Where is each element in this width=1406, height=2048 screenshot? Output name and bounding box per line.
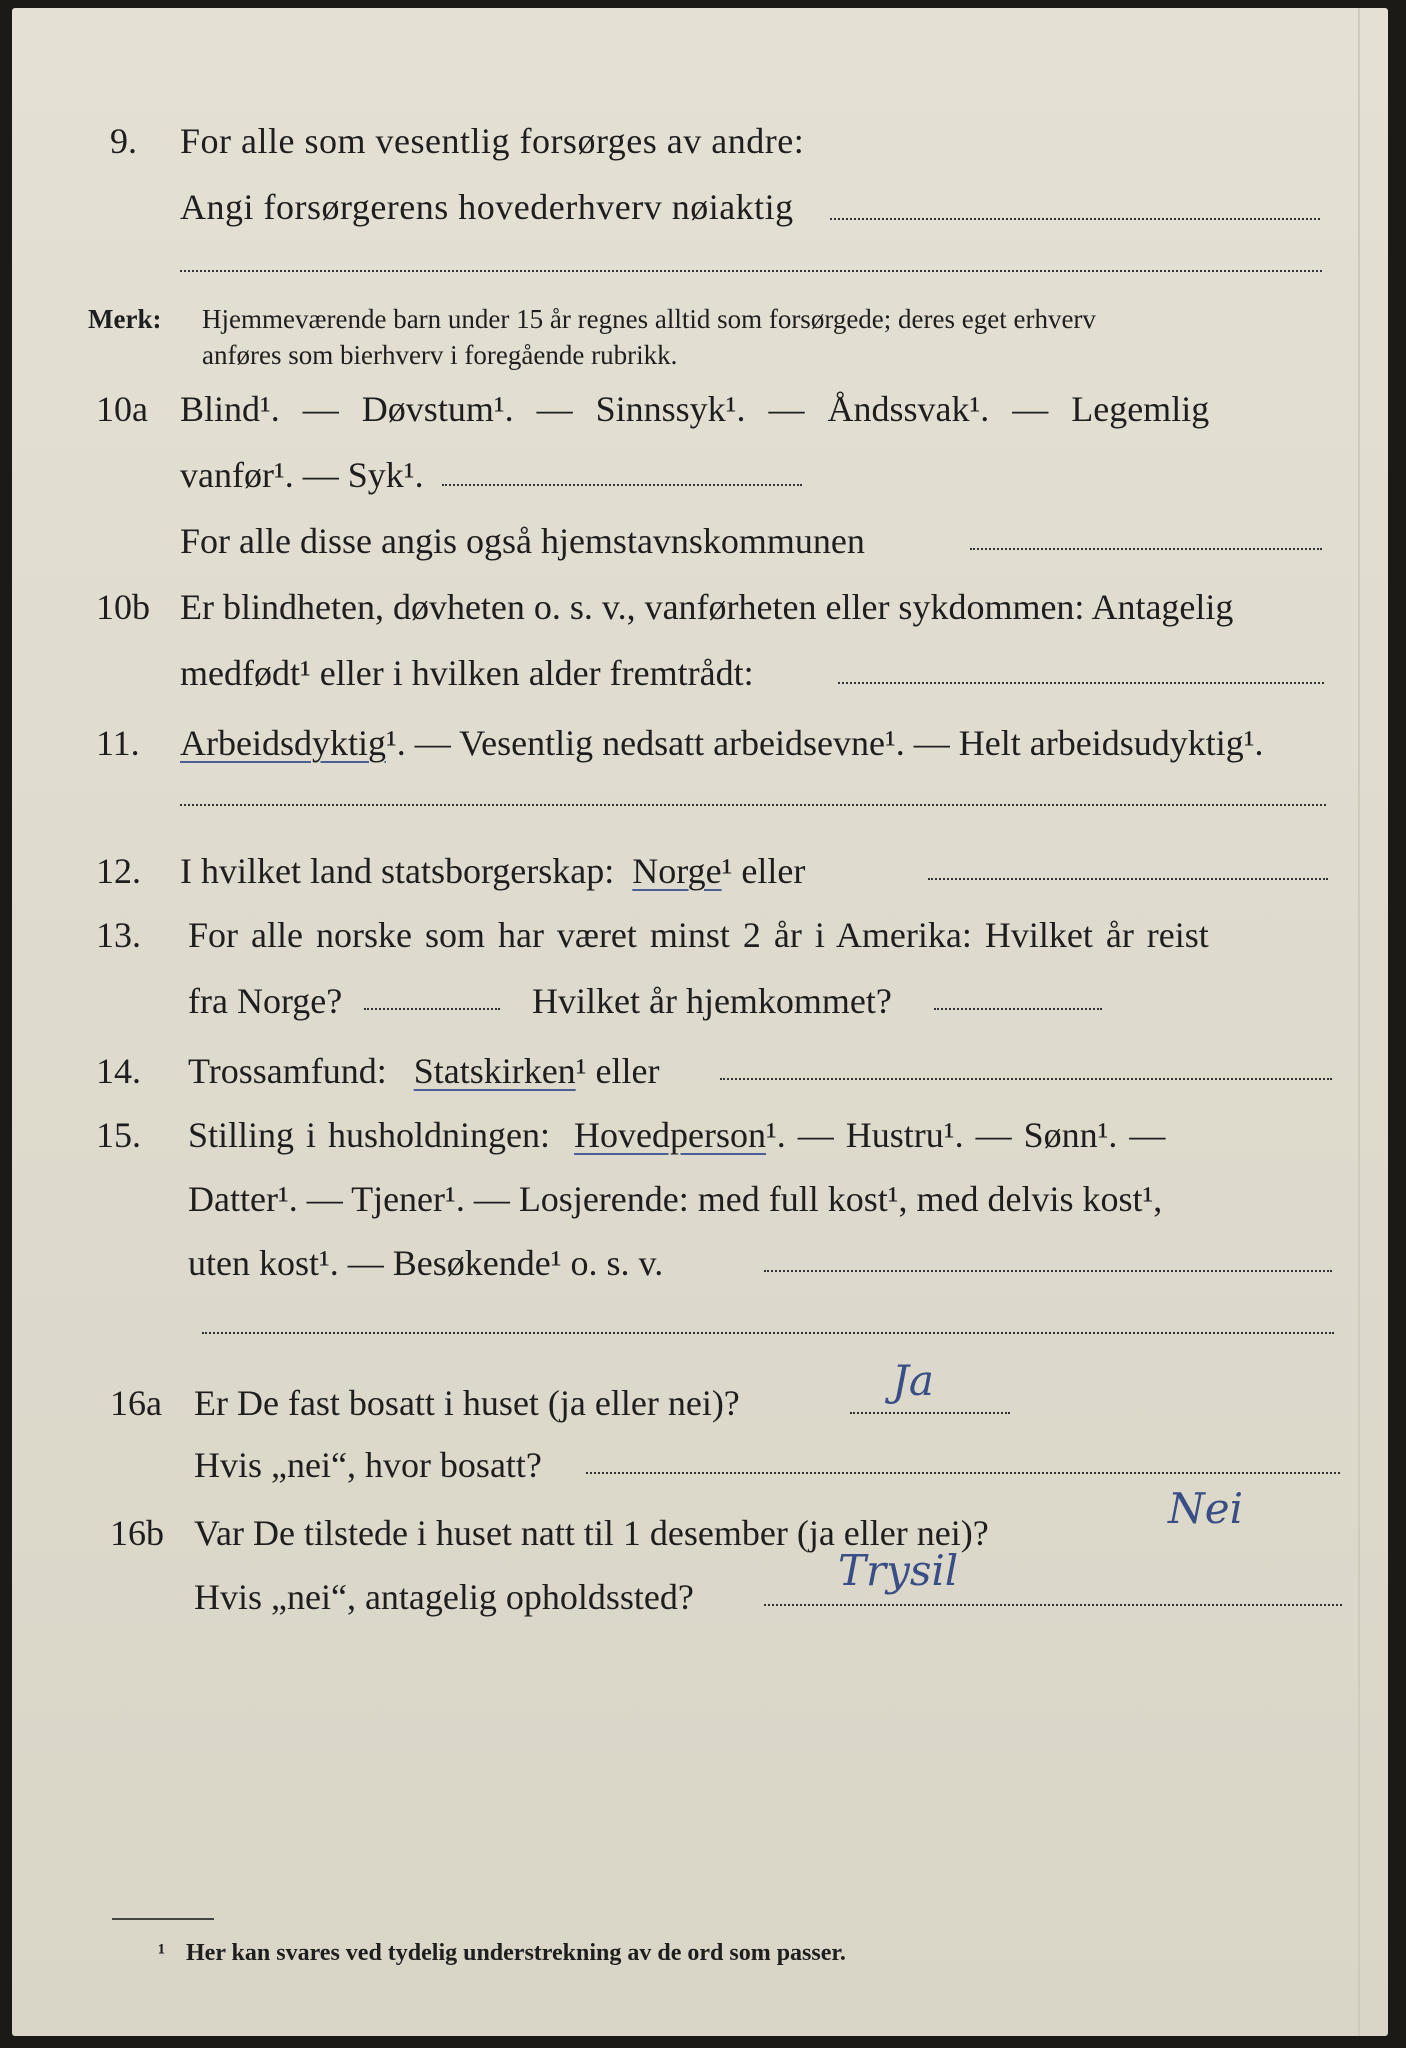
q16a-bosatt-line[interactable]: [586, 1472, 1340, 1474]
q14-number: 14.: [96, 1051, 141, 1091]
q15-line3: uten kost¹. — Besøkende¹ o. s. v.: [188, 1243, 664, 1283]
merk-label: Merk:: [88, 304, 162, 334]
q16b-handwritten-place: Trysil: [838, 1546, 959, 1595]
q15-line2: Datter¹. — Tjener¹. — Losjerende: med full kost¹, med delvis kost¹,: [188, 1179, 1163, 1219]
q12-text: [180, 850, 805, 892]
q14-text: [188, 1050, 659, 1092]
q16b-opholdssted-line[interactable]: [764, 1604, 1342, 1606]
q16a-line2: Hvis „nei“, hvor bosatt?: [194, 1445, 542, 1485]
q16a-line1: Er De fast bosatt i huset (ja eller nei)?: [194, 1383, 740, 1423]
q11-rest: ¹. — Vesentlig nedsatt arbeidsevne¹. — Helt arbeidsudyktig¹.: [385, 723, 1264, 763]
q10a-number: 10a: [96, 389, 148, 429]
q11-extra-line[interactable]: [180, 804, 1326, 806]
q11-number: 11.: [96, 723, 140, 763]
q15-rest: ¹. — Hustru¹. — Sønn¹. —: [765, 1115, 1166, 1155]
q13-fra-norge: fra Norge?: [188, 981, 343, 1021]
q10b-line2: medfødt¹ eller i hvilken alder fremtrådt:: [180, 653, 754, 693]
q14-answer-line[interactable]: [720, 1078, 1332, 1080]
q9-line1: For alle som vesentlig forsørges av andre:: [180, 121, 805, 161]
q10b-number: 10b: [96, 587, 150, 627]
q12-eller: ¹ eller: [721, 851, 806, 891]
merk-line2: anføres som bierhverv i foregående rubrikk.: [202, 340, 678, 370]
q12-number: 12.: [96, 851, 141, 891]
q10a-hjemstavn-line[interactable]: [970, 548, 1322, 550]
q10a-line2: vanfør¹. — Syk¹.: [180, 455, 424, 495]
q16a-answer-line[interactable]: [850, 1412, 1010, 1414]
q10a-answer-line[interactable]: [442, 484, 802, 486]
q13-reist-line[interactable]: [364, 1008, 500, 1010]
footnote-rule: [112, 1918, 214, 1920]
q16b-number: 16b: [110, 1513, 164, 1553]
q9-number: 9.: [110, 121, 137, 161]
q13-number: 13.: [96, 915, 141, 955]
q9-line2: Angi forsørgerens hovederhverv nøiaktig: [180, 187, 794, 227]
q10a-line3: For alle disse angis også hjemstavnskommunen: [180, 521, 865, 561]
q14-eller: ¹ eller: [575, 1051, 660, 1091]
q14-question: Trossamfund:: [188, 1051, 387, 1091]
q9-extra-line[interactable]: [180, 270, 1322, 272]
q12-answer-line[interactable]: [928, 878, 1328, 880]
q16a-number: 16a: [110, 1383, 162, 1423]
page-edge: [1358, 8, 1360, 2036]
q12-question: I hvilket land statsborgerskap:: [180, 851, 615, 891]
q15-number: 15.: [96, 1115, 141, 1155]
q16b-line1: Var De tilstede i huset natt til 1 desember (ja eller nei)?: [194, 1513, 989, 1553]
q16b-line2: Hvis „nei“, antagelig opholdssted?: [194, 1577, 694, 1617]
q16a-handwritten-answer: Ja: [892, 1356, 934, 1405]
q16b-handwritten-answer: Nei: [1168, 1484, 1244, 1533]
q11-text: [180, 722, 1264, 764]
q9-answer-line[interactable]: [830, 218, 1320, 220]
footnote-mark: ¹: [158, 1940, 166, 1966]
merk-line1: Hjemmeværende barn under 15 år regnes alltid som forsørgede; deres eget erhverv: [202, 304, 1096, 334]
q14-statskirken-underlined: Statskirken: [413, 1051, 576, 1091]
q13-line1: For alle norske som har været minst 2 år i Amerika: Hvilket år reist: [188, 915, 1209, 955]
footnote-text: Her kan svares ved tydelig understrekning av de ord som passer.: [186, 1940, 846, 1966]
q12-norge-underlined: Norge: [632, 851, 722, 891]
q15-hovedperson-underlined: Hovedperson: [574, 1115, 766, 1155]
q10a-line1: Blind¹. — Døvstum¹. — Sinnssyk¹. — Åndssvak¹. — Legemlig: [180, 389, 1210, 429]
q10b-line1: Er blindheten, døvheten o. s. v., vanførheten eller sykdommen: Antagelig: [180, 587, 1234, 627]
census-form-page: [12, 8, 1388, 2036]
q15-text: [188, 1114, 1165, 1156]
q10b-answer-line[interactable]: [838, 682, 1324, 684]
q15-answer-line[interactable]: [764, 1270, 1332, 1272]
q11-arbeidsdyktig-underlined: Arbeidsdyktig: [180, 723, 386, 763]
q13-hjemkommet: Hvilket år hjemkommet?: [532, 981, 892, 1021]
q15-extra-line[interactable]: [202, 1332, 1334, 1334]
q15-question: Stilling i husholdningen:: [188, 1115, 551, 1155]
q13-hjemkommet-line[interactable]: [934, 1008, 1102, 1010]
